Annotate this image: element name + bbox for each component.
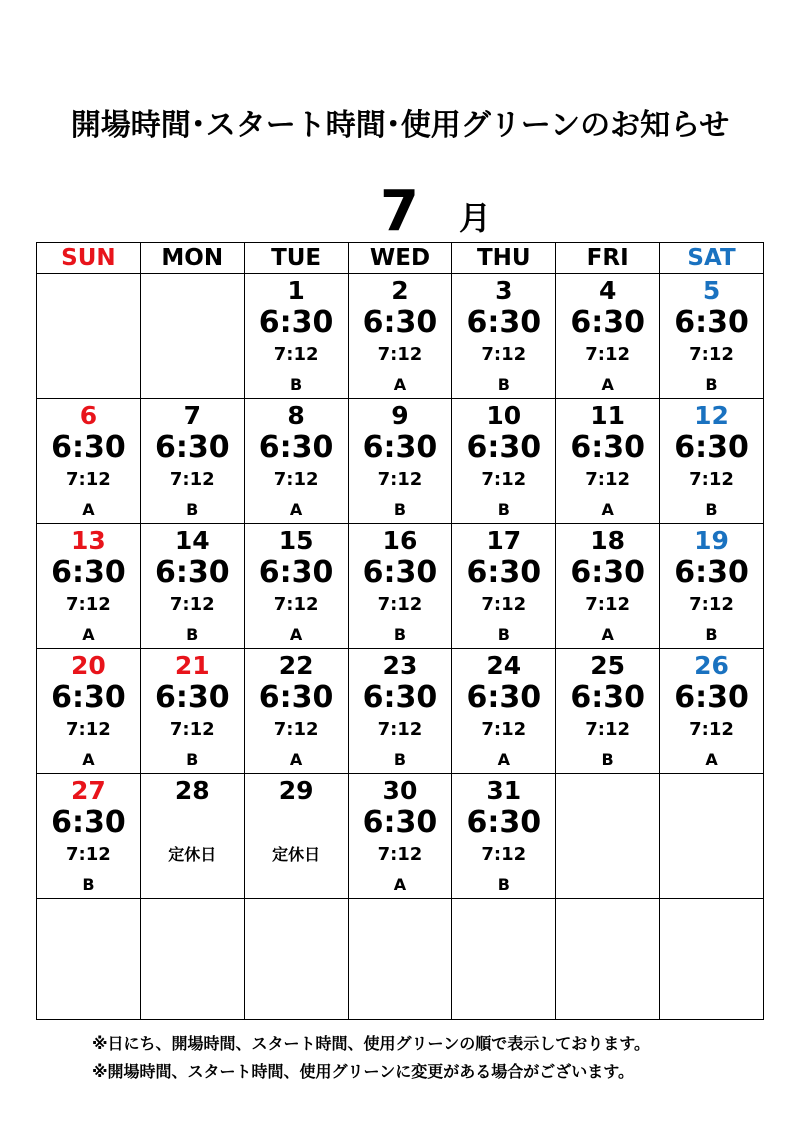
weekday-sat: SAT (660, 243, 764, 274)
day-cell (452, 399, 556, 524)
start-time: 7:12 (585, 594, 631, 615)
open-time: 6:30 (362, 305, 438, 340)
start-time: 7:12 (66, 844, 111, 865)
green-label: A (601, 500, 614, 519)
start-time: 7:12 (273, 719, 319, 740)
open-time: 6:30 (362, 430, 438, 465)
day-cell (452, 899, 556, 1020)
green-label: A (82, 500, 95, 519)
green-label: B (290, 375, 303, 394)
start-time: 7:12 (689, 344, 734, 365)
green-label: B (497, 875, 510, 894)
day-cell (37, 274, 141, 399)
day-number: 21 (174, 651, 210, 680)
month-number: 7 (380, 179, 419, 244)
day-number: 3 (495, 276, 513, 305)
weekday-sun: SUN (37, 243, 141, 274)
start-time: 7:12 (377, 844, 423, 865)
day-cell (452, 274, 556, 399)
day-cell (37, 649, 141, 774)
open-time: 6:30 (258, 430, 334, 465)
open-time: 6:30 (154, 430, 230, 465)
green-label: B (186, 500, 199, 519)
open-time: 6:30 (258, 555, 334, 590)
day-cell (452, 774, 556, 899)
start-time: 7:12 (481, 469, 527, 490)
page-title: 開場時間･スタート時間･使用グリーンのお知らせ (70, 108, 730, 143)
open-time: 6:30 (51, 430, 126, 465)
start-time: 7:12 (169, 469, 215, 490)
weekday-wed: WED (348, 243, 452, 274)
day-number: 23 (382, 651, 418, 680)
start-time: 7:12 (273, 594, 319, 615)
green-label: A (289, 750, 303, 769)
day-number: 6 (79, 401, 98, 430)
green-label: A (601, 625, 614, 644)
weekday-tue: TUE (244, 243, 348, 274)
day-cell (660, 399, 764, 524)
open-time: 6:30 (466, 555, 542, 590)
day-cell (348, 649, 452, 774)
day-cell (660, 899, 764, 1020)
start-time: 7:12 (585, 469, 631, 490)
day-number: 4 (598, 276, 617, 305)
day-number: 24 (486, 651, 522, 680)
green-label: A (393, 875, 407, 894)
day-cell (140, 649, 244, 774)
calendar-table (36, 242, 764, 1020)
week-row (37, 774, 764, 899)
open-time: 6:30 (674, 305, 749, 340)
day-number: 22 (278, 651, 314, 680)
day-cell (244, 774, 348, 899)
week-row (37, 649, 764, 774)
closed-label: 定休日 (272, 845, 321, 864)
day-cell (140, 899, 244, 1020)
day-number: 18 (590, 526, 626, 555)
open-time: 6:30 (570, 430, 645, 465)
day-number: 19 (694, 526, 729, 555)
open-time: 6:30 (51, 805, 126, 840)
start-time: 7:12 (689, 594, 734, 615)
day-cell (37, 899, 141, 1020)
green-label: B (601, 750, 614, 769)
green-label: A (82, 625, 95, 644)
day-cell (556, 899, 660, 1020)
start-time: 7:12 (481, 344, 527, 365)
day-number: 20 (71, 651, 106, 680)
day-cell (244, 274, 348, 399)
green-label: A (497, 750, 510, 769)
green-label: B (705, 500, 718, 519)
week-row (37, 524, 764, 649)
green-label: B (393, 625, 407, 644)
day-number: 14 (174, 526, 210, 555)
green-label: A (705, 750, 718, 769)
day-cell (348, 399, 452, 524)
day-cell (37, 524, 141, 649)
day-number: 31 (486, 776, 522, 805)
day-cell (244, 524, 348, 649)
green-label: A (601, 375, 614, 394)
day-cell (556, 524, 660, 649)
week-row (37, 899, 764, 1020)
open-time: 6:30 (466, 430, 542, 465)
day-cell (348, 899, 452, 1020)
day-number: 1 (287, 276, 305, 305)
day-number: 29 (278, 776, 314, 805)
day-cell (244, 899, 348, 1020)
green-label: B (393, 750, 407, 769)
note-line: ※開場時間、スタート時間、使用グリーンに変更がある場合がございます。 (92, 1062, 634, 1081)
start-time: 7:12 (377, 594, 423, 615)
open-time: 6:30 (362, 555, 438, 590)
green-label: B (497, 500, 510, 519)
green-label: B (497, 625, 510, 644)
green-label: A (289, 500, 303, 519)
green-label: A (393, 375, 407, 394)
open-time: 6:30 (362, 680, 438, 715)
start-time: 7:12 (377, 469, 423, 490)
start-time: 7:12 (273, 469, 319, 490)
day-cell (140, 274, 244, 399)
day-cell (140, 399, 244, 524)
day-cell (140, 774, 244, 899)
start-time: 7:12 (689, 469, 734, 490)
start-time: 7:12 (377, 719, 423, 740)
day-number: 30 (382, 776, 418, 805)
day-number: 5 (702, 276, 721, 305)
open-time: 6:30 (51, 555, 126, 590)
closed-label: 定休日 (168, 845, 217, 864)
weekday-header-row (37, 243, 764, 274)
open-time: 6:30 (570, 555, 645, 590)
green-label: B (186, 625, 199, 644)
open-time: 6:30 (570, 305, 645, 340)
day-number: 17 (486, 526, 522, 555)
day-number: 26 (694, 651, 729, 680)
start-time: 7:12 (377, 344, 423, 365)
day-number: 15 (278, 526, 314, 555)
green-label: B (497, 375, 510, 394)
day-number: 8 (287, 401, 305, 430)
green-label: B (186, 750, 199, 769)
day-number: 28 (174, 776, 210, 805)
start-time: 7:12 (169, 594, 215, 615)
day-cell (556, 774, 660, 899)
day-cell (556, 274, 660, 399)
day-cell (660, 649, 764, 774)
day-cell (452, 649, 556, 774)
week-row (37, 274, 764, 399)
month-unit: 月 (458, 199, 491, 237)
day-number: 27 (71, 776, 106, 805)
notes (92, 1030, 650, 1086)
day-cell (452, 524, 556, 649)
day-cell (348, 274, 452, 399)
day-number: 10 (486, 401, 522, 430)
day-cell (348, 774, 452, 899)
note-line: ※日にち、開場時間、スタート時間、使用グリーンの順で表示しております。 (92, 1034, 650, 1053)
weekday-fri: FRI (556, 243, 660, 274)
day-number: 25 (590, 651, 626, 680)
day-number: 13 (71, 526, 106, 555)
weekday-thu: THU (452, 243, 556, 274)
open-time: 6:30 (154, 680, 230, 715)
green-label: B (82, 875, 95, 894)
open-time: 6:30 (674, 680, 749, 715)
green-label: B (705, 625, 718, 644)
start-time: 7:12 (273, 344, 319, 365)
day-number: 12 (694, 401, 729, 430)
green-label: B (705, 375, 718, 394)
open-time: 6:30 (466, 805, 542, 840)
open-time: 6:30 (466, 680, 542, 715)
day-cell (348, 524, 452, 649)
month-heading (380, 179, 491, 244)
day-cell (556, 399, 660, 524)
start-time: 7:12 (481, 844, 527, 865)
open-time: 6:30 (674, 555, 749, 590)
open-time: 6:30 (466, 305, 542, 340)
start-time: 7:12 (689, 719, 734, 740)
day-number: 7 (183, 401, 201, 430)
day-number: 11 (590, 401, 626, 430)
start-time: 7:12 (169, 719, 215, 740)
open-time: 6:30 (51, 680, 126, 715)
open-time: 6:30 (362, 805, 438, 840)
open-time: 6:30 (154, 555, 230, 590)
day-cell (140, 524, 244, 649)
weekday-mon: MON (140, 243, 244, 274)
green-label: A (82, 750, 95, 769)
day-cell (37, 399, 141, 524)
day-cell (660, 274, 764, 399)
day-cell (37, 774, 141, 899)
start-time: 7:12 (66, 719, 111, 740)
start-time: 7:12 (66, 594, 111, 615)
day-number: 16 (382, 526, 418, 555)
open-time: 6:30 (258, 680, 334, 715)
open-time: 6:30 (258, 305, 334, 340)
day-number: 9 (391, 401, 409, 430)
day-cell (556, 649, 660, 774)
week-row (37, 399, 764, 524)
day-cell (244, 649, 348, 774)
start-time: 7:12 (585, 719, 631, 740)
start-time: 7:12 (481, 594, 527, 615)
open-time: 6:30 (674, 430, 749, 465)
start-time: 7:12 (481, 719, 527, 740)
day-cell (244, 399, 348, 524)
day-cell (660, 524, 764, 649)
green-label: A (289, 625, 303, 644)
start-time: 7:12 (585, 344, 631, 365)
start-time: 7:12 (66, 469, 111, 490)
open-time: 6:30 (570, 680, 645, 715)
green-label: B (393, 500, 407, 519)
day-number: 2 (391, 276, 409, 305)
day-cell (660, 774, 764, 899)
